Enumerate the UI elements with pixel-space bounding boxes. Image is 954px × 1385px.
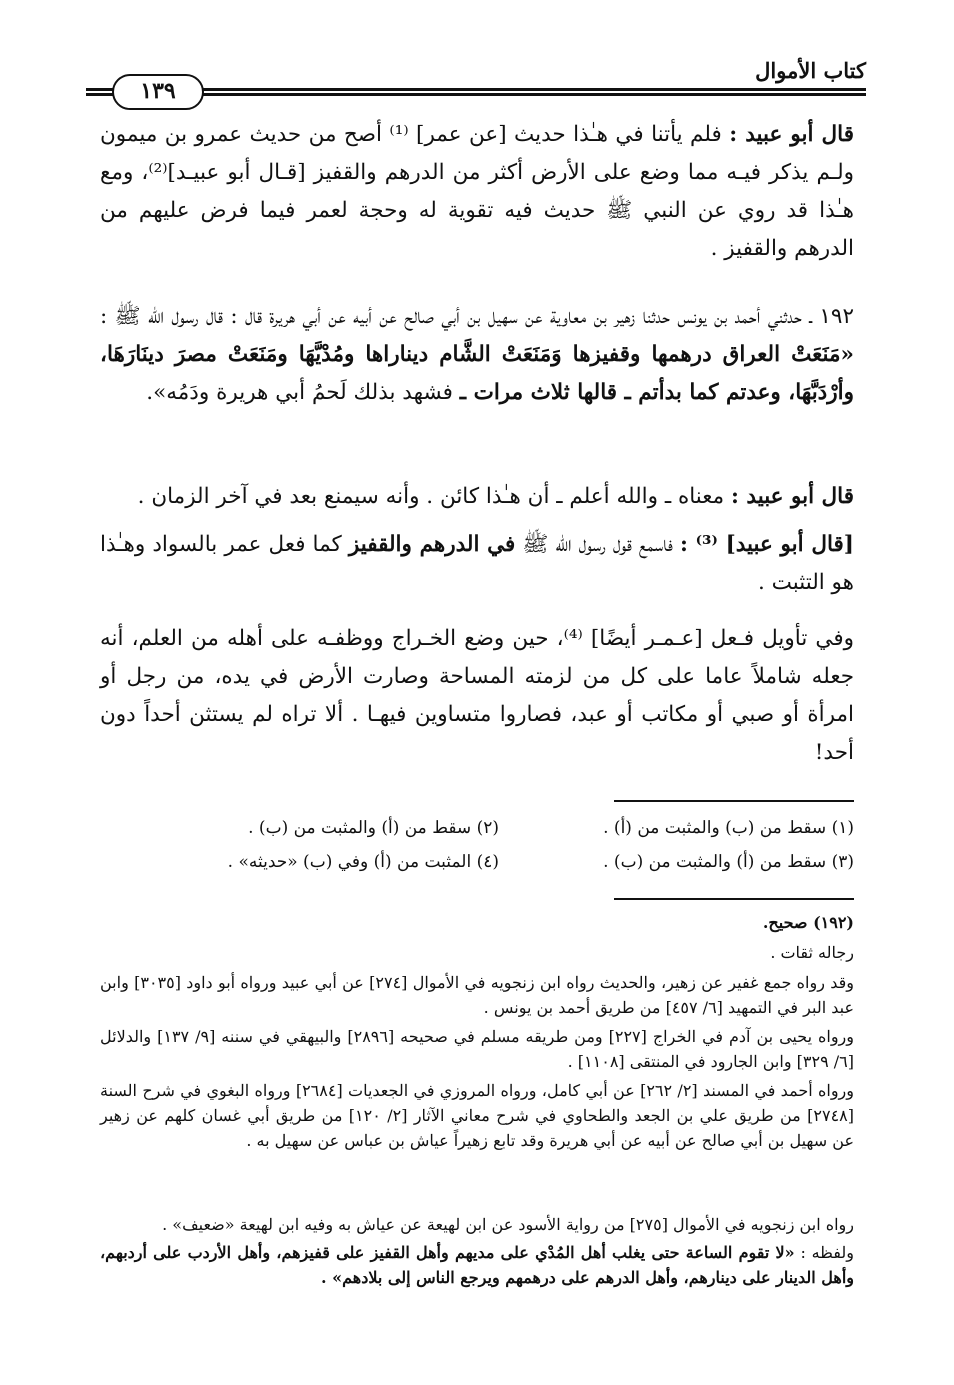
footnote-separator xyxy=(614,800,854,802)
paragraph-text: فاسمع قول رسول الله ﷺ xyxy=(522,532,673,557)
paragraph-text: معناه ـ والله أعلم ـ أن هـٰذا كائن . وأنه سيمنع بعد في آخر الزمان . xyxy=(137,484,725,509)
paragraph-text: وفي تأويل فـعل [عـمـر أيضًا] ⁽⁴⁾، حين وضع الخـراج ووظفـه على أهله من العلم، أنه جعله شاملاً عاما على كل من لزمته المساحة وصارت الأرض في يده، من رجل أو امرأة أو صبي أو مكاتب أو عبد، فصاروا متساوين فيهـا . ألا تراه لم يستثن أحداً دون أحد! xyxy=(100,626,855,765)
wording-quote: «لا تقوم الساعة حتى يغلب أهل المُدْي على مديهم وأهل القفيز على قفيزهم، وأهل الأردب على أردبهم، وأهل الدينار على دينارهم، وأهل الدرهم على درهمهم ويرجع الناس إلى بلادهم» . xyxy=(100,1243,854,1287)
speaker-label: قال أبو عبيد : xyxy=(729,122,854,147)
takhrij-line-5: رواه ابن زنجويه في الأموال [٢٧٥] من رواية الأسود عن ابن لهيعة عن عياش به وفيه ابن لهيعة «ضعيف» . xyxy=(162,1215,854,1234)
footnote-2: (٢) سقط من (أ) والمثبت من (ب) . xyxy=(248,818,499,838)
speaker-label: [قال أبو عبيد] ⁽³⁾ : xyxy=(679,532,854,557)
wording-label: ولفظه : xyxy=(800,1243,854,1262)
paragraph-abu-ubaid-2 xyxy=(100,478,854,516)
paragraph-text: فلم يأتنا في هـٰذا حديث [عن عمر] ⁽¹⁾ أصح من حديث عمرو بن ميمون ولـم يذكر فيـه مما وضع على الأرض أكثر من الدرهم والقفيز [قـال أبو عبيـد]⁽²⁾، ومع هـٰذا قد روي عن النبي ﷺ حديث فيه تقوية له وحجة لعمر فيما فرض عليهم من الدرهم والقفيز . xyxy=(100,122,854,261)
takhrij-line-1: رجاله ثقات . xyxy=(770,943,854,962)
takhrij-separator xyxy=(614,898,854,900)
hadith-192 xyxy=(100,298,854,412)
running-header-title: كتاب الأموال xyxy=(755,58,866,83)
emphasized-phrase: في الدرهم والقفيز xyxy=(348,532,516,557)
hadith-matn: «مَنَعَتْ العراق درهمها وقفيزها وَمَنَعَتْ الشَّام ديناراها ومُدْيَّهَا ومَنَعَتْ مصرَ دينَارَهَا، وأرْدَبَّهَا، وعدتم كما بدأتم ـ قالها ثلاث مرات ـ xyxy=(100,342,854,405)
takhrij-line-4: ورواه أحمد في المسند [٢/ ٢٦٢] عن أبي كامل، ورواه المروزي في الجعديات [٢٦٨٤] ورواه البغوي في شرح السنة [٢٧٤٨] من طريق علي بن الجعد والطحاوي في شرح معاني الآثار [٢/ ١٢٠] من طريق أبي غسان كلهم عن زهير عن سهيل بن أبي صالح عن أبيه عن أبي هريرة وقد تابع زهيراً عياش بن عباس عن سهيل به . xyxy=(100,1081,854,1150)
footnote-4: (٤) المثبت من (أ) وفي (ب) «حديثه» . xyxy=(227,852,499,872)
paragraph-abu-ubaid-1 xyxy=(100,116,854,268)
page-number-badge: ١٣٩ xyxy=(112,74,204,110)
hadith-tail: فشهد بذلك لَحمُ أبي هريرة ودَمُه». xyxy=(146,380,453,405)
takhrij-wording xyxy=(100,1240,854,1290)
footnote-1: (١) سقط من (ب) والمثبت من (أ) . xyxy=(603,818,854,838)
takhrij-line-3: ورواه يحيى بن آدم في الخراج [٢٢٧] ومن طريقه مسلم في صحيحه [٢٨٩٦] والبيهقي في سننه [٩/ ١٣٧] والدلائل [٦/ ٣٢٩] وابن الجارود في المنتقى [١١٠٨] . xyxy=(100,1027,854,1071)
footnote-3: (٣) سقط من (أ) والمثبت من (ب) . xyxy=(603,852,854,872)
paragraph-tawil xyxy=(100,620,854,772)
takhrij-line-2: وقد رواه جمع غفير عن زهير، والحديث رواه ابن زنجويه في الأموال [٢٧٤] عن أبي عبيد ورواه أبو داود [٣٠٣٥] وابن عبد البر في التمهيد [٦/ ٤٥٧] من طريق أحمد بن يونس . xyxy=(100,973,854,1017)
hadith-isnad: ١٩٢ ـ حدثني أحمد بن يونس حدثنا زهير بن معاوية عن سهيل بن أبي صالح عن أبيه عن أبي هريرة قال : قال رسول الله ﷺ : xyxy=(100,304,854,329)
paragraph-abu-ubaid-3 xyxy=(100,526,854,602)
takhrij-heading: (١٩٢) صحيح. xyxy=(762,913,854,932)
paragraph-text: كما فعل عمر بالسواد وهـٰذا هو التثبت . xyxy=(100,532,854,595)
speaker-label: قال أبو عبيد : xyxy=(731,484,854,509)
